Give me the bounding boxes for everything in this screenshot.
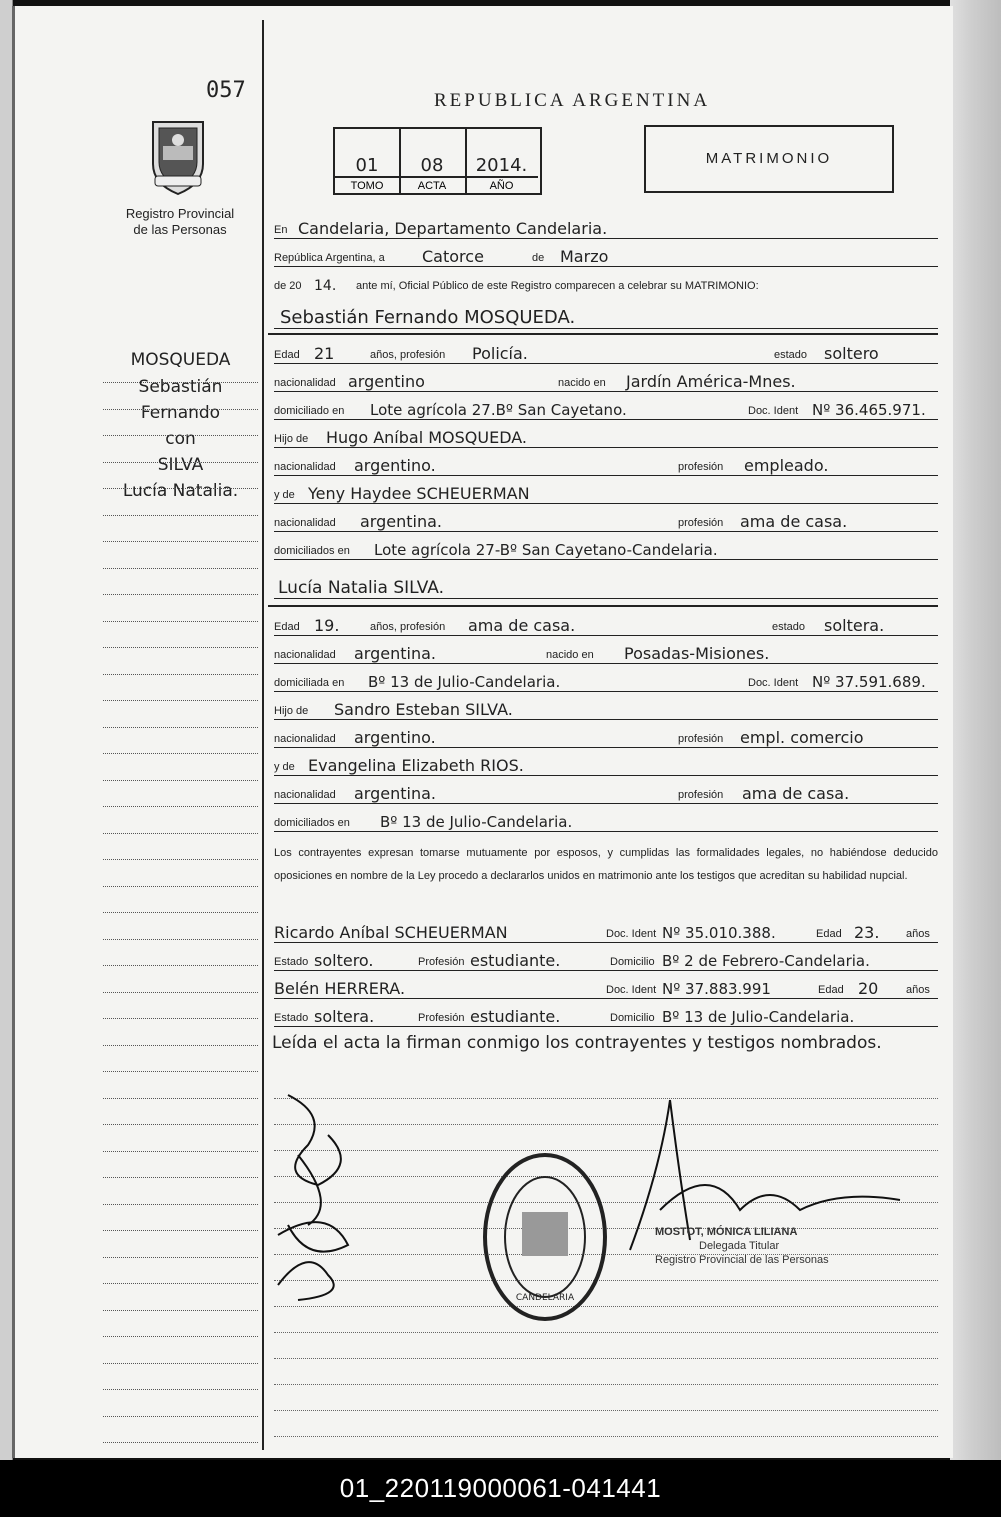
- margin-line: [103, 1106, 258, 1125]
- registry-name-line2: de las Personas: [133, 222, 227, 237]
- closing-note: Leída el acta la firman conmigo los contrayentes y testigos nombrados.: [272, 1033, 882, 1053]
- groom-father-nationality: argentino.: [354, 456, 436, 475]
- witness1-profesion-label: Profesión: [418, 956, 465, 968]
- nacionalidad-label-3: nacionalidad: [274, 517, 336, 529]
- file-identifier: 01_220119000061-041441: [0, 1460, 1001, 1517]
- nacido-label: nacido en: [558, 377, 606, 389]
- witness1-domicile: Bº 2 de Febrero-Candelaria.: [662, 952, 870, 970]
- margin-line: [103, 709, 258, 728]
- yde-label-2: y de: [274, 761, 295, 773]
- bride-father-nationality: argentino.: [354, 728, 436, 747]
- bride-nationality: argentina.: [354, 644, 436, 663]
- bride-mother-row: [274, 755, 938, 776]
- groom-name-row: [274, 306, 938, 329]
- margin-line: [103, 1133, 258, 1152]
- estado-label: estado: [774, 349, 808, 361]
- registration-box: [333, 127, 542, 195]
- witness2-estado-label: Estado: [274, 1012, 309, 1024]
- witness2-edad-label: Edad: [818, 984, 844, 996]
- acta-label: ACTA: [399, 176, 465, 195]
- year-row: [274, 274, 938, 294]
- profesion-label: profesión: [678, 461, 724, 473]
- edad-label-2: Edad: [274, 621, 300, 633]
- margin-line: [103, 735, 258, 754]
- profesion-label-3: profesión: [678, 733, 724, 745]
- witness1-doc: Nº 35.010.388.: [662, 924, 776, 942]
- bride-mother-nationality: argentina.: [354, 784, 436, 803]
- acta-cell: [399, 129, 467, 193]
- domiciliada-label: domiciliada en: [274, 677, 345, 689]
- groom-mother-nationality: argentina.: [360, 512, 442, 531]
- bride-name: Lucía Natalia SILVA.: [278, 578, 445, 598]
- nacionalidad-label-6: nacionalidad: [274, 789, 336, 801]
- bride-status: soltera.: [824, 616, 885, 635]
- nacido-label-2: nacido en: [546, 649, 594, 661]
- blank-line: [274, 1436, 938, 1437]
- blank-line: [274, 1384, 938, 1385]
- blank-line: [274, 1410, 938, 1411]
- bride-age: 19.: [314, 616, 340, 635]
- bride-mother: Evangelina Elizabeth RIOS.: [308, 756, 524, 775]
- margin-line: [103, 550, 258, 569]
- margin-line: [103, 841, 258, 860]
- witness1-row: [274, 922, 938, 943]
- groom-doc: Nº 36.465.971.: [812, 401, 926, 419]
- witness2-detail-row: [274, 1006, 938, 1027]
- margin-bride-surname: SILVA: [157, 455, 204, 475]
- bride-birthplace: Posadas-Misiones.: [624, 644, 770, 663]
- certificate-type: MATRIMONIO: [644, 125, 894, 193]
- margin-line: [103, 444, 258, 463]
- bride-parents-domicile: Bº 13 de Julio-Candelaria.: [380, 813, 573, 831]
- margin-groom-surname: MOSQUEDA: [130, 350, 231, 370]
- margin-line: [103, 815, 258, 834]
- blank-line: [274, 1332, 938, 1333]
- witness2-profesion-label: Profesión: [418, 1012, 465, 1024]
- doc-label: Doc. Ident: [748, 405, 799, 417]
- witness1-anos-label: años: [906, 928, 930, 940]
- bride-doc: Nº 37.591.689.: [812, 673, 926, 691]
- groom-nationality: argentino: [348, 372, 425, 391]
- groom-name: Sebastián Fernando MOSQUEDA.: [280, 307, 576, 328]
- acta-value: 08: [420, 155, 444, 176]
- margin-line: [103, 1212, 258, 1231]
- margin-line: [103, 523, 258, 542]
- margin-line: [103, 576, 258, 595]
- margin-line: [103, 1080, 258, 1099]
- doc-label-2: Doc. Ident: [748, 677, 799, 689]
- domiciliados-label-2: domiciliados en: [274, 817, 350, 829]
- margin-line: [103, 1027, 258, 1046]
- margin-line: [103, 1398, 258, 1417]
- month-value: Marzo: [560, 247, 609, 266]
- place-row: [274, 218, 938, 239]
- groom-mother-profession: ama de casa.: [740, 512, 848, 531]
- witness2-age: 20: [858, 979, 879, 998]
- year-suffix: 14.: [314, 278, 337, 294]
- margin-line: [103, 1000, 258, 1019]
- bride-father-profession: empl. comercio: [740, 728, 864, 747]
- de-label: de: [532, 252, 545, 264]
- signature-scribbles: [268, 1085, 398, 1305]
- nacionalidad-label: nacionalidad: [274, 377, 336, 389]
- bride-father-row: [274, 699, 938, 720]
- margin-line: [103, 1345, 258, 1364]
- groom-father-profession: empleado.: [744, 456, 829, 475]
- margin-line: [103, 1424, 258, 1443]
- margin-line: [103, 921, 258, 940]
- day-value: Catorce: [422, 247, 484, 266]
- witness2-profession: estudiante.: [470, 1007, 561, 1026]
- margin-line: [103, 682, 258, 701]
- seal-text: CANDELARIA: [515, 1293, 575, 1303]
- groom-father: Hugo Aníbal MOSQUEDA.: [326, 428, 527, 447]
- margin-line: [103, 788, 258, 807]
- place-value: Candelaria, Departamento Candelaria.: [298, 219, 608, 238]
- hijo-label: Hijo de: [274, 433, 309, 445]
- margin-con: con: [165, 429, 196, 449]
- groom-father-nat-row: [274, 455, 938, 476]
- separator-2: [268, 605, 938, 607]
- bride-domicile: Bº 13 de Julio-Candelaria.: [368, 673, 561, 691]
- hijo-label-2: Hijo de: [274, 705, 309, 717]
- intro-text: ante mí, Oficial Público de este Registro comparecen a celebrar su MATRIMONIO:: [356, 280, 759, 292]
- anos-profesion-label: años, profesión: [370, 349, 446, 361]
- domiciliado-label: domiciliado en: [274, 405, 345, 417]
- margin-line: [103, 974, 258, 993]
- margin-groom-name2: Fernando: [140, 403, 221, 423]
- page-edge: [950, 0, 1001, 1460]
- witness1-estado-label: Estado: [274, 956, 309, 968]
- witness1-edad-label: Edad: [816, 928, 842, 940]
- margin-line: [103, 603, 258, 622]
- bride-father-nat-row: [274, 727, 938, 748]
- tomo-label: TOMO: [335, 176, 399, 195]
- margin-line: [103, 656, 258, 675]
- nacionalidad-label-5: nacionalidad: [274, 733, 336, 745]
- stamp-name: MOSTOT, MÓNICA LILIANA: [655, 1226, 798, 1238]
- bride-domicile-row: [274, 671, 938, 692]
- margin-groom-name1: Sebastián: [138, 377, 223, 397]
- date-row: [274, 246, 938, 267]
- anio-value: 2014.: [475, 155, 528, 176]
- margin-line: [103, 1318, 258, 1337]
- margin-line: [103, 1186, 258, 1205]
- witness1-age: 23.: [854, 923, 880, 942]
- estado-label-2: estado: [772, 621, 806, 633]
- profesion-label-4: profesión: [678, 789, 724, 801]
- margin-line: [103, 364, 258, 383]
- witness1-status: soltero.: [314, 951, 374, 970]
- folio-number: 057: [206, 78, 246, 103]
- groom-parents-domicile: Lote agrícola 27-Bº San Cayetano-Candelaria.: [374, 541, 718, 559]
- bride-age-row: [274, 615, 938, 636]
- country-title: REPUBLICA ARGENTINA: [434, 90, 711, 111]
- witness1-domicilio-label: Domicilio: [610, 956, 655, 968]
- margin-bride-name: Lucía Natalia.: [122, 481, 239, 501]
- groom-mother: Yeny Haydee SCHEUERMAN: [308, 484, 530, 503]
- groom-nationality-row: [274, 371, 938, 392]
- margin-line: [103, 1371, 258, 1390]
- margin-line: [103, 1053, 258, 1072]
- nacionalidad-label-4: nacionalidad: [274, 649, 336, 661]
- groom-mother-row: [274, 483, 938, 504]
- bride-mother-profession: ama de casa.: [742, 784, 850, 803]
- nacionalidad-label-2: nacionalidad: [274, 461, 336, 473]
- tomo-value: 01: [355, 155, 379, 176]
- blank-line: [274, 1358, 938, 1359]
- witness2-doc-label: Doc. Ident: [606, 984, 657, 996]
- registry-name: [100, 206, 260, 238]
- provincial-emblem-icon: [145, 118, 211, 196]
- anos-profesion-label-2: años, profesión: [370, 621, 446, 633]
- groom-father-row: [274, 427, 938, 448]
- margin-divider: [262, 20, 264, 1450]
- bride-parents-domicile-row: [274, 811, 938, 832]
- witness1-detail-row: [274, 950, 938, 971]
- margin-line: [103, 1265, 258, 1284]
- margin-line: [103, 1159, 258, 1178]
- registry-name-line1: Registro Provincial: [125, 206, 235, 221]
- declaration-text: Los contrayentes expresan tomarse mutuamente por esposos, y cumplidas las formalidades legales, no habiéndose deducido oposiciones en nombre de la Ley procedo a declararlos unidos en matrimonio ante los testigos que acreditan su habilidad nupcial.: [274, 847, 938, 882]
- groom-domicile: Lote agrícola 27.Bº San Cayetano.: [370, 401, 627, 419]
- bride-name-row: [274, 576, 938, 599]
- witness2-status: soltera.: [314, 1007, 375, 1026]
- margin-line: [103, 762, 258, 781]
- anio-label: AÑO: [465, 176, 538, 195]
- witness2-doc: Nº 37.883.991: [662, 980, 771, 998]
- anio-cell: [465, 129, 538, 193]
- domiciliados-label: domiciliados en: [274, 545, 350, 557]
- bride-nationality-row: [274, 643, 938, 664]
- separator: [268, 333, 938, 335]
- groom-domicile-row: [274, 399, 938, 420]
- bride-profession: ama de casa.: [468, 616, 576, 635]
- tomo-cell: [335, 129, 401, 193]
- bride-mother-nat-row: [274, 783, 938, 804]
- bride-father: Sandro Esteban SILVA.: [334, 700, 513, 719]
- margin-line: [103, 868, 258, 887]
- edad-label: Edad: [274, 349, 300, 361]
- officer-stamp: [655, 1225, 829, 1267]
- official-seal-icon: [480, 1150, 610, 1325]
- witness2-name: Belén HERRERA.: [274, 979, 406, 998]
- margin-line: [103, 629, 258, 648]
- margin-line: [103, 391, 258, 410]
- stamp-title: Delegada Titular: [699, 1240, 780, 1252]
- margin-line: [103, 497, 258, 516]
- margin-line: [103, 947, 258, 966]
- groom-mother-nat-row: [274, 511, 938, 532]
- groom-status: soltero: [824, 344, 879, 363]
- groom-age: 21: [314, 344, 335, 363]
- margin-line: [103, 1239, 258, 1258]
- groom-profession: Policía.: [472, 344, 528, 363]
- profesion-label-2: profesión: [678, 517, 724, 529]
- witness1-name: Ricardo Aníbal SCHEUERMAN: [274, 923, 508, 942]
- groom-birthplace: Jardín América-Mnes.: [626, 372, 796, 391]
- margin-line: [103, 417, 258, 436]
- margin-line: [103, 1292, 258, 1311]
- stamp-office: Registro Provincial de las Personas: [655, 1254, 829, 1266]
- witness2-anos-label: años: [906, 984, 930, 996]
- en-label: En: [274, 224, 288, 236]
- groom-age-row: [274, 343, 938, 364]
- margin-line: [103, 470, 258, 489]
- witness2-domicile: Bº 13 de Julio-Candelaria.: [662, 1008, 855, 1026]
- groom-parents-domicile-row: [274, 539, 938, 560]
- witness1-profession: estudiante.: [470, 951, 561, 970]
- witness2-row: [274, 978, 938, 999]
- margin-line: [103, 894, 258, 913]
- yde-label: y de: [274, 489, 295, 501]
- witness2-domicilio-label: Domicilio: [610, 1012, 655, 1024]
- republica-label: República Argentina, a: [274, 252, 385, 264]
- year-prefix: de 20: [274, 280, 302, 292]
- witness1-doc-label: Doc. Ident: [606, 928, 657, 940]
